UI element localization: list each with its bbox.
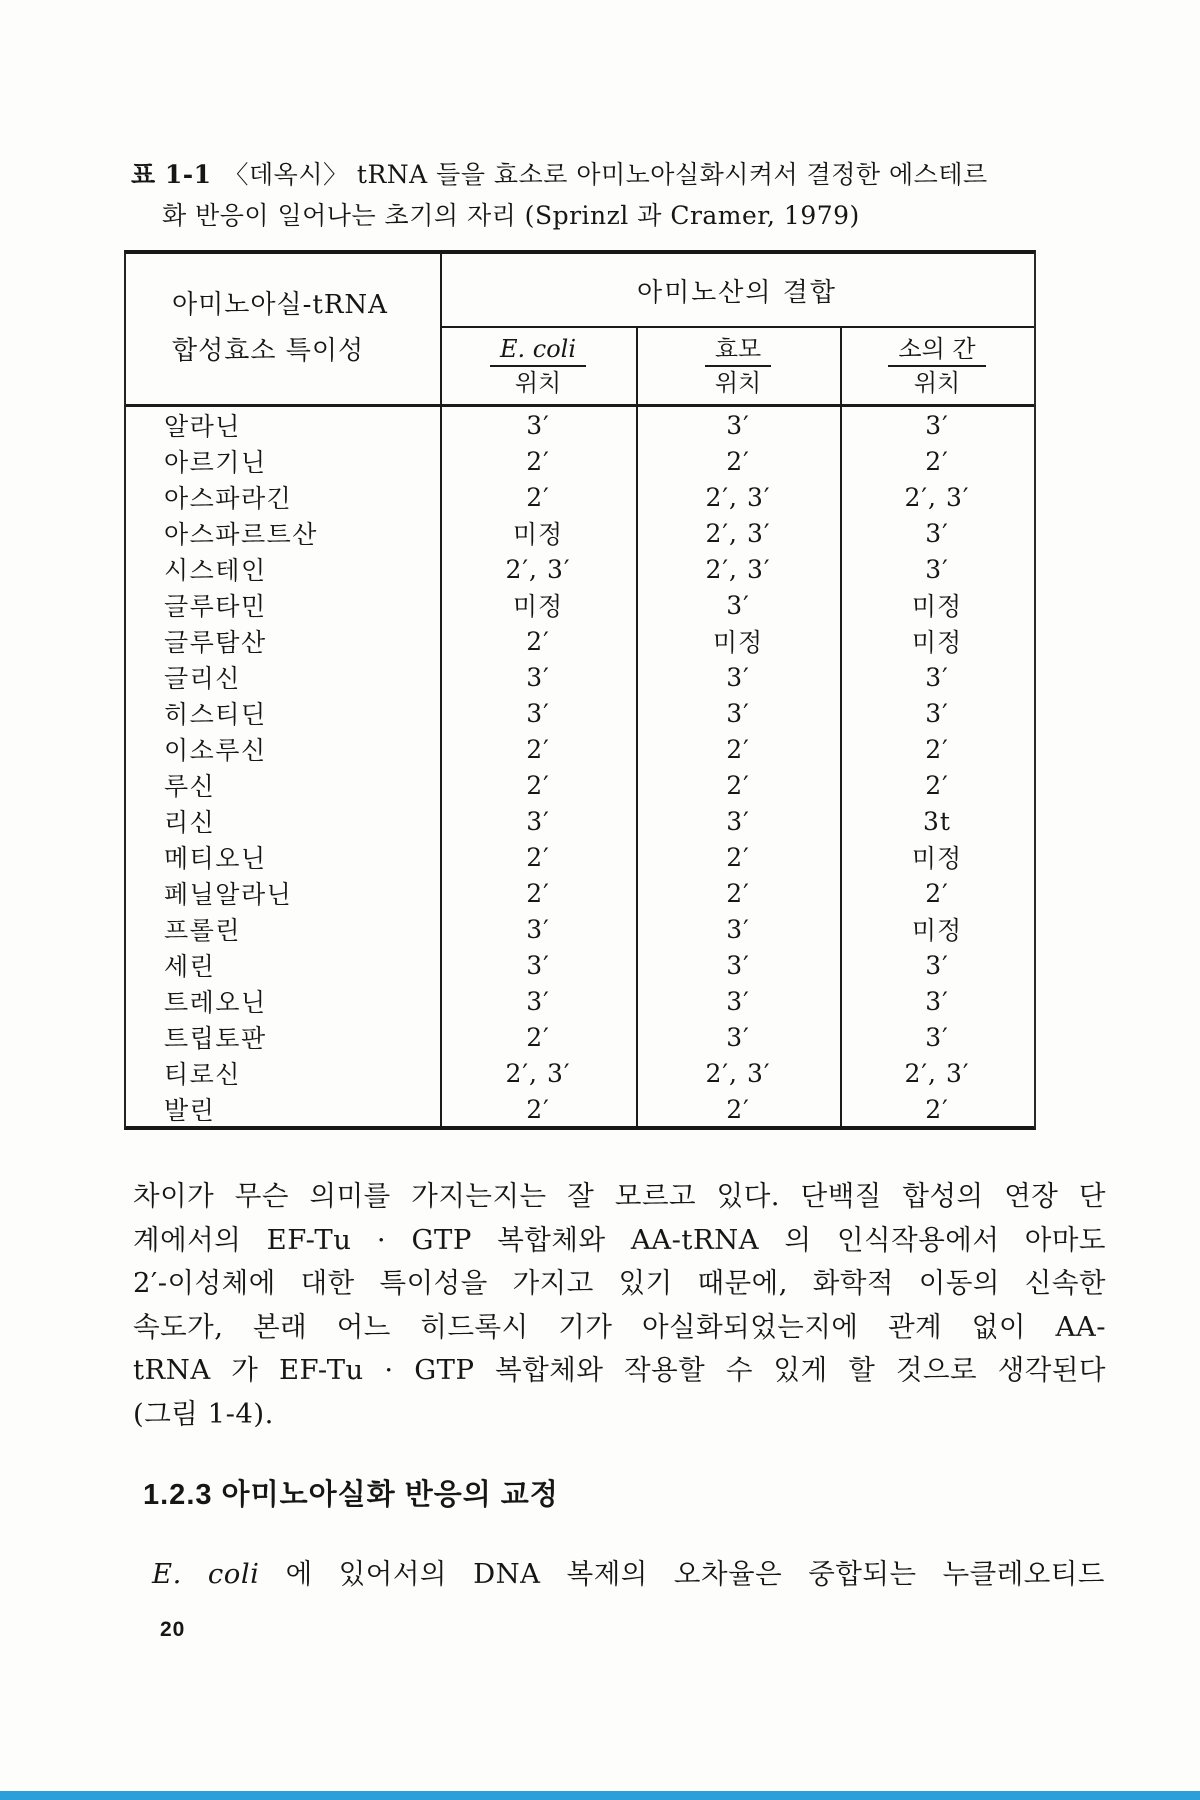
scan-edge-bar xyxy=(0,1791,1200,1800)
column-header-bovine-liver-top: 소의 간 xyxy=(888,335,985,367)
amino-acid-name: 리신 xyxy=(164,808,216,837)
body-text: 에 있어서의 DNA 복제의 오차율은 중합되는 누클레오티드 xyxy=(285,1558,1105,1590)
ecoli-position: 2′ xyxy=(526,1022,550,1052)
ecoli-position: 2′ xyxy=(526,482,550,512)
amino-acid-name: 시스테인 xyxy=(164,556,267,585)
table-row xyxy=(126,947,1034,983)
table-row xyxy=(126,1019,1034,1055)
yeast-position: 2′, 3′ xyxy=(705,554,771,584)
ecoli-position: 2′, 3′ xyxy=(505,1058,571,1088)
column-header-fraction xyxy=(490,335,586,397)
table-caption-line2: 화 반응이 일어나는 초기의 자리 (Sprinzl 과 Cramer, 1979) xyxy=(162,201,860,230)
amino-acid-name: 히스티딘 xyxy=(164,700,267,729)
table-row-header xyxy=(172,282,388,374)
yeast-position: 2′, 3′ xyxy=(705,482,771,512)
yeast-position: 3′ xyxy=(726,950,750,980)
row-header-line1: 아미노아실-tRNA xyxy=(172,290,388,320)
table-row xyxy=(126,407,1034,443)
amino-acid-name: 아스파라긴 xyxy=(164,484,293,513)
table-row xyxy=(126,983,1034,1019)
ecoli-position: 3′ xyxy=(526,410,550,440)
table-body xyxy=(126,407,1034,1126)
bovine-liver-position: 3′ xyxy=(925,518,949,548)
section-heading: 1.2.3 아미노아실화 반응의 교정 xyxy=(143,1479,559,1511)
ecoli-position: 3′ xyxy=(526,914,550,944)
ecoli-position: 2′ xyxy=(526,878,550,908)
bovine-liver-position: 3′ xyxy=(925,554,949,584)
amino-acid-name: 트립토판 xyxy=(164,1024,267,1053)
page-number: 20 xyxy=(160,1618,186,1641)
yeast-position: 3′ xyxy=(726,410,750,440)
table-row xyxy=(126,839,1034,875)
bovine-liver-position: 3′ xyxy=(925,950,949,980)
ecoli-position: 2′ xyxy=(526,446,550,476)
body-text-line: 속도가, 본래 어느 히드록시 기가 아실화되었는지에 관계 없이 AA- xyxy=(133,1310,1106,1343)
ecoli-position: 3′ xyxy=(526,698,550,728)
table-row xyxy=(126,443,1034,479)
bovine-liver-position: 2′ xyxy=(925,1094,949,1124)
yeast-position: 3′ xyxy=(726,662,750,692)
column-header-yeast-top: 효모 xyxy=(705,335,771,367)
bovine-liver-position: 3t xyxy=(923,806,951,836)
bovine-liver-position: 미정 xyxy=(911,916,963,945)
ecoli-position: 2′ xyxy=(526,770,550,800)
amino-acid-name: 페닐알라닌 xyxy=(164,880,293,909)
table-row xyxy=(126,911,1034,947)
yeast-position: 2′ xyxy=(726,446,750,476)
yeast-position: 3′ xyxy=(726,986,750,1016)
bovine-liver-position: 미정 xyxy=(911,592,963,621)
table-caption-line1 xyxy=(131,154,1041,195)
yeast-position: 3′ xyxy=(726,590,750,620)
column-header-yeast xyxy=(636,328,840,404)
table-row xyxy=(126,479,1034,515)
table-row xyxy=(126,803,1034,839)
bovine-liver-position: 3′ xyxy=(925,410,949,440)
ecoli-position: 3′ xyxy=(526,986,550,1016)
amino-acid-name: 글루타민 xyxy=(164,592,267,621)
body-paragraph xyxy=(133,1175,1106,1436)
column-headers xyxy=(440,328,1034,404)
yeast-position: 3′ xyxy=(726,914,750,944)
yeast-position: 2′ xyxy=(726,770,750,800)
table-row xyxy=(126,587,1034,623)
body-text-line: (그림 1-4). xyxy=(133,1397,274,1430)
table-row xyxy=(126,1091,1034,1127)
table-row xyxy=(126,731,1034,767)
column-group-header: 아미노산의 결합 xyxy=(636,278,838,308)
amino-acid-name: 프롤린 xyxy=(164,916,241,945)
bovine-liver-position: 2′ xyxy=(925,878,949,908)
amino-acid-name: 루신 xyxy=(164,772,216,801)
body-text-line: 2′-이성체에 대한 특이성을 가지고 있기 때문에, 화학적 이동의 신속한 xyxy=(133,1267,1106,1299)
table-caption xyxy=(131,154,1041,236)
row-header-line2: 합성효소 특이성 xyxy=(172,336,365,366)
table-row xyxy=(126,659,1034,695)
ecoli-position: 3′ xyxy=(526,662,550,692)
yeast-position: 3′ xyxy=(726,806,750,836)
table-row xyxy=(126,623,1034,659)
bovine-liver-position: 3′ xyxy=(925,698,949,728)
ecoli-position: 2′ xyxy=(526,1094,550,1124)
column-header-ecoli-top: E. coli xyxy=(490,335,586,367)
ecoli-position: 2′ xyxy=(526,734,550,764)
body-text-line: tRNA 가 EF-Tu · GTP 복합체와 작용할 수 있게 할 것으로 생각된다 xyxy=(133,1354,1106,1386)
column-header-fraction xyxy=(888,335,985,397)
ecoli-position: 2′ xyxy=(526,842,550,872)
amino-acid-name: 글루탐산 xyxy=(164,628,267,657)
bovine-liver-position: 2′ xyxy=(925,446,949,476)
amino-acid-name: 세린 xyxy=(164,952,216,981)
body-text-line: 계에서의 EF-Tu · GTP 복합체와 AA-tRNA 의 인식작용에서 아마도 xyxy=(133,1223,1106,1256)
ecoli-position: 2′, 3′ xyxy=(505,554,571,584)
amino-acid-name: 아르기닌 xyxy=(164,448,267,477)
yeast-position: 3′ xyxy=(726,1022,750,1052)
yeast-position: 미정 xyxy=(712,628,764,657)
yeast-position: 2′ xyxy=(726,878,750,908)
table-row xyxy=(126,695,1034,731)
bovine-liver-position: 3′ xyxy=(925,986,949,1016)
column-header-bovine-liver-bottom: 위치 xyxy=(913,369,961,397)
bovine-liver-position: 2′ xyxy=(925,770,949,800)
ecoli-position: 미정 xyxy=(512,592,564,621)
yeast-position: 3′ xyxy=(726,698,750,728)
amino-acid-name: 글리신 xyxy=(164,664,241,693)
amino-acid-name: 트레오닌 xyxy=(164,988,267,1017)
column-header-fraction xyxy=(705,335,771,397)
column-header-ecoli xyxy=(440,328,636,404)
column-header-ecoli-bottom: 위치 xyxy=(514,369,562,397)
bovine-liver-position: 미정 xyxy=(911,844,963,873)
amino-acid-name: 이소루신 xyxy=(164,736,267,765)
italic-species-name: E. coli xyxy=(152,1558,260,1590)
yeast-position: 2′ xyxy=(726,842,750,872)
bovine-liver-position: 2′, 3′ xyxy=(904,1058,970,1088)
amino-acid-name: 티로신 xyxy=(164,1060,241,1089)
table-row xyxy=(126,767,1034,803)
table-caption-text1: 〈데옥시〉 tRNA 들을 효소로 아미노아실화시켜서 결정한 에스테르 xyxy=(223,160,988,189)
amino-acid-name: 발린 xyxy=(164,1096,216,1125)
table-row xyxy=(126,515,1034,551)
amino-acid-name: 아스파르트산 xyxy=(164,520,318,549)
ecoli-position: 2′ xyxy=(526,626,550,656)
bovine-liver-position: 2′ xyxy=(925,734,949,764)
column-header-bovine-liver xyxy=(840,328,1034,404)
yeast-position: 2′ xyxy=(726,1094,750,1124)
bovine-liver-position: 3′ xyxy=(925,1022,949,1052)
ecoli-position: 3′ xyxy=(526,806,550,836)
body-text-line: 차이가 무슨 의미를 가지는지는 잘 모르고 있다. 단백질 합성의 연장 단 xyxy=(133,1180,1106,1212)
yeast-position: 2′ xyxy=(726,734,750,764)
column-header-yeast-bottom: 위치 xyxy=(714,369,762,397)
table-row xyxy=(126,551,1034,587)
amino-acid-name: 알라닌 xyxy=(164,412,241,441)
bovine-liver-position: 3′ xyxy=(925,662,949,692)
data-table xyxy=(124,250,1036,1130)
yeast-position: 2′, 3′ xyxy=(705,518,771,548)
yeast-position: 2′, 3′ xyxy=(705,1058,771,1088)
table-caption-label: 표 1-1 xyxy=(131,160,212,189)
body-paragraph xyxy=(152,1551,1105,1591)
bovine-liver-position: 2′, 3′ xyxy=(904,482,970,512)
bovine-liver-position: 미정 xyxy=(911,628,963,657)
ecoli-position: 3′ xyxy=(526,950,550,980)
table-row xyxy=(126,1055,1034,1091)
table-row xyxy=(126,875,1034,911)
ecoli-position: 미정 xyxy=(512,520,564,549)
amino-acid-name: 메티오닌 xyxy=(164,844,267,873)
